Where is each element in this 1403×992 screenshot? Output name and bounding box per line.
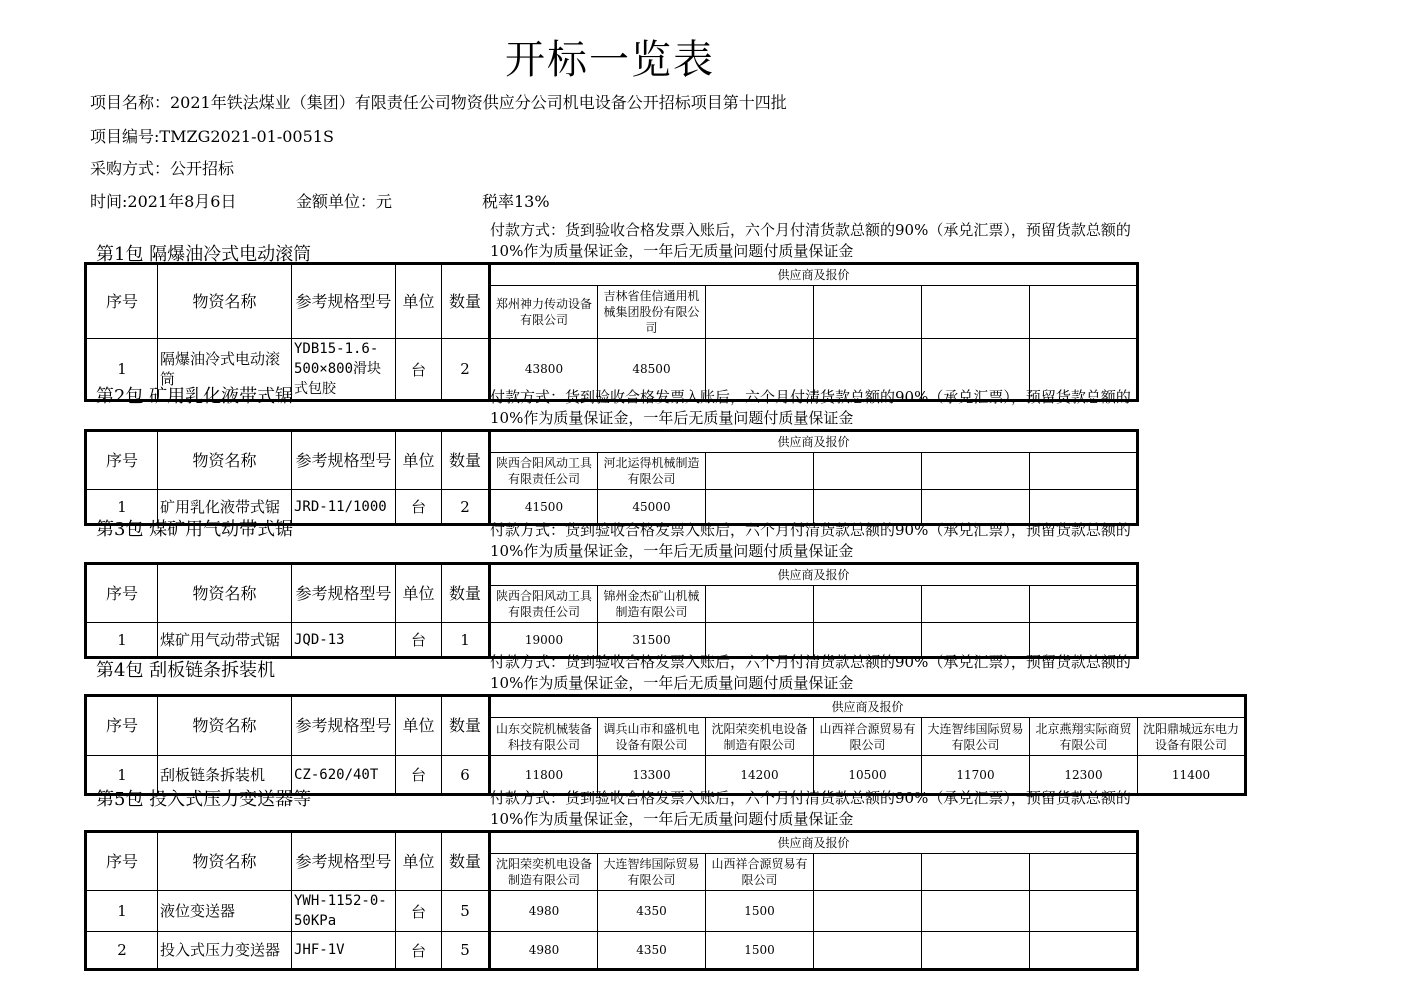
item-spec: JQD-13 [292,623,396,658]
col-spec-header: 参考规格型号 [292,564,396,623]
col-unit-header: 单位 [396,696,442,756]
supplier-header: 供应商及报价 [490,832,1138,854]
supplier-name [814,286,922,339]
bid-price: 48500 [598,339,706,401]
supplier-name: 沈阳荣奕机电设备制造有限公司 [490,854,598,891]
payment-terms: 付款方式：货到验收合格发票入账后，六个月付清货款总额的90%（承兑汇票），预留货款总额的10%作为质量保证金，一年后无质量问题付质量保证金 [490,789,1131,828]
bid-table [84,562,1139,659]
item-unit: 台 [396,490,442,525]
supplier-header: 供应商及报价 [490,564,1138,586]
item-unit: 台 [396,339,442,401]
bid-table [84,429,1139,526]
item-spec: CZ-620/40T [292,756,396,795]
supplier-header: 供应商及报价 [490,696,1246,718]
header-row [86,832,1138,854]
bid-price: 41500 [490,490,598,525]
supplier-name [922,453,1030,490]
col-no-header: 序号 [86,264,158,339]
supplier-header: 供应商及报价 [490,264,1138,286]
item-unit: 台 [396,756,442,795]
item-spec: YDB15-1.6-500×800滑块式包胶 [292,339,396,401]
meta-line [90,189,550,212]
opening-date: 时间:2021年8月6日 [90,192,237,211]
item-qty: 2 [442,490,490,525]
bid-table [84,262,1139,402]
bid-price: 4980 [490,891,598,932]
item-name: 投入式压力变送器 [158,932,292,970]
payment-terms: 付款方式：货到验收合格发票入账后，六个月付清货款总额的90%（承兑汇票），预留货款总额的10%作为质量保证金，一年后无质量问题付质量保证金 [490,221,1131,260]
bid-price [922,932,1030,970]
supplier-name [922,286,1030,339]
col-qty-header: 数量 [442,564,490,623]
table-row [86,932,1138,970]
item-qty: 6 [442,756,490,795]
col-name-header: 物资名称 [158,696,292,756]
bid-price: 11800 [490,756,598,795]
project-name: 项目名称：2021年铁法煤业（集团）有限责任公司物资供应分公司机电设备公开招标项目第十四批 [90,93,787,112]
bid-price: 4980 [490,932,598,970]
bid-price [814,891,922,932]
col-qty-header: 数量 [442,696,490,756]
item-name: 矿用乳化液带式锯 [158,490,292,525]
supplier-name: 山西祥合源贸易有限公司 [706,854,814,891]
bid-price: 19000 [490,623,598,658]
supplier-name [706,453,814,490]
item-no: 1 [86,891,158,932]
supplier-name: 陕西合阳风动工具有限责任公司 [490,453,598,490]
bid-price: 45000 [598,490,706,525]
col-no-header: 序号 [86,564,158,623]
supplier-name [1030,286,1138,339]
supplier-name [814,854,922,891]
col-name-header: 物资名称 [158,832,292,891]
col-qty-header: 数量 [442,264,490,339]
item-name: 煤矿用气动带式锯 [158,623,292,658]
supplier-name [922,586,1030,623]
supplier-name [1030,586,1138,623]
col-no-header: 序号 [86,832,158,891]
bid-price: 1500 [706,891,814,932]
supplier-name: 大连智纬国际贸易有限公司 [922,718,1030,756]
supplier-name [1030,854,1138,891]
item-no: 2 [86,932,158,970]
item-unit: 台 [396,932,442,970]
supplier-name: 锦州金杰矿山机械制造有限公司 [598,586,706,623]
payment-terms: 付款方式：货到验收合格发票入账后，六个月付清货款总额的90%（承兑汇票），预留货款总额的10%作为质量保证金，一年后无质量问题付质量保证金 [490,653,1131,692]
page-title: 开标一览表 [505,37,715,83]
item-spec: JRD-11/1000 [292,490,396,525]
item-unit: 台 [396,891,442,932]
header-row [86,264,1138,286]
package-title: 第4包 刮板链条拆装机 [96,660,276,681]
supplier-name: 山西祥合源贸易有限公司 [814,718,922,756]
supplier-name: 沈阳鼎城远东电力设备有限公司 [1138,718,1246,756]
col-spec-header: 参考规格型号 [292,431,396,490]
package-title: 第3包 煤矿用气动带式锯 [96,519,294,540]
col-qty-header: 数量 [442,832,490,891]
item-qty: 5 [442,932,490,970]
procurement-method: 采购方式：公开招标 [90,159,235,178]
bid-price: 11400 [1138,756,1246,795]
supplier-name: 郑州神力传动设备有限公司 [490,286,598,339]
item-qty: 5 [442,891,490,932]
payment-terms: 付款方式：货到验收合格发票入账后，六个月付清货款总额的90%（承兑汇票），预留货款总额的10%作为质量保证金，一年后无质量问题付质量保证金 [490,521,1131,560]
package-title: 第1包 隔爆油冷式电动滚筒 [96,244,312,265]
supplier-name [1030,453,1138,490]
col-no-header: 序号 [86,696,158,756]
col-unit-header: 单位 [396,564,442,623]
item-spec: JHF-1V [292,932,396,970]
bid-price [922,891,1030,932]
bid-price: 1500 [706,932,814,970]
col-unit-header: 单位 [396,264,442,339]
bid-table [84,830,1139,971]
bid-price: 31500 [598,623,706,658]
project-number: 项目编号:TMZG2021-01-0051S [90,127,334,146]
item-name: 隔爆油冷式电动滚筒 [158,339,292,401]
supplier-name: 河北运得机械制造有限公司 [598,453,706,490]
supplier-name: 北京燕翔实际商贸有限公司 [1030,718,1138,756]
supplier-name: 沈阳荣奕机电设备制造有限公司 [706,718,814,756]
package-title: 第2包 矿用乳化液带式锯 [96,386,294,407]
item-spec: YWH-1152-0-50KPa [292,891,396,932]
table-row [86,891,1138,932]
supplier-name: 大连智纬国际贸易有限公司 [598,854,706,891]
bid-price: 4350 [598,932,706,970]
supplier-name: 调兵山市和盛机电设备有限公司 [598,718,706,756]
item-qty: 2 [442,339,490,401]
col-name-header: 物资名称 [158,431,292,490]
item-no: 1 [86,756,158,795]
supplier-name [814,586,922,623]
bid-table [84,694,1247,796]
col-unit-header: 单位 [396,431,442,490]
bid-price [1030,891,1138,932]
supplier-name: 山东交院机械装备科技有限公司 [490,718,598,756]
bid-price: 4350 [598,891,706,932]
bid-price: 14200 [706,756,814,795]
supplier-name: 吉林省佳信通用机械集团股份有限公司 [598,286,706,339]
bid-price: 13300 [598,756,706,795]
col-name-header: 物资名称 [158,264,292,339]
header-row [86,696,1246,718]
col-unit-header: 单位 [396,832,442,891]
header-row [86,564,1138,586]
item-name: 刮板链条拆装机 [158,756,292,795]
bid-price [1030,932,1138,970]
supplier-name [706,586,814,623]
tax-rate: 税率13% [482,192,550,211]
col-spec-header: 参考规格型号 [292,832,396,891]
col-name-header: 物资名称 [158,564,292,623]
col-spec-header: 参考规格型号 [292,264,396,339]
bid-price: 43800 [490,339,598,401]
supplier-name [922,854,1030,891]
item-no: 1 [86,339,158,401]
amount-unit: 金额单位：元 [296,192,393,211]
item-no: 1 [86,623,158,658]
supplier-name [814,453,922,490]
col-qty-header: 数量 [442,431,490,490]
bid-price: 10500 [814,756,922,795]
header-row [86,431,1138,453]
item-name: 液位变送器 [158,891,292,932]
col-spec-header: 参考规格型号 [292,696,396,756]
package-title: 第5包 投入式压力变送器等 [96,789,312,810]
bid-price: 12300 [1030,756,1138,795]
supplier-name [706,286,814,339]
col-no-header: 序号 [86,431,158,490]
item-no: 1 [86,490,158,525]
bid-price [814,932,922,970]
bid-price: 11700 [922,756,1030,795]
supplier-header: 供应商及报价 [490,431,1138,453]
item-qty: 1 [442,623,490,658]
supplier-name: 陕西合阳风动工具有限责任公司 [490,586,598,623]
payment-terms: 付款方式：货到验收合格发票入账后，六个月付清货款总额的90%（承兑汇票），预留货款总额的10%作为质量保证金，一年后无质量问题付质量保证金 [490,388,1131,427]
item-unit: 台 [396,623,442,658]
